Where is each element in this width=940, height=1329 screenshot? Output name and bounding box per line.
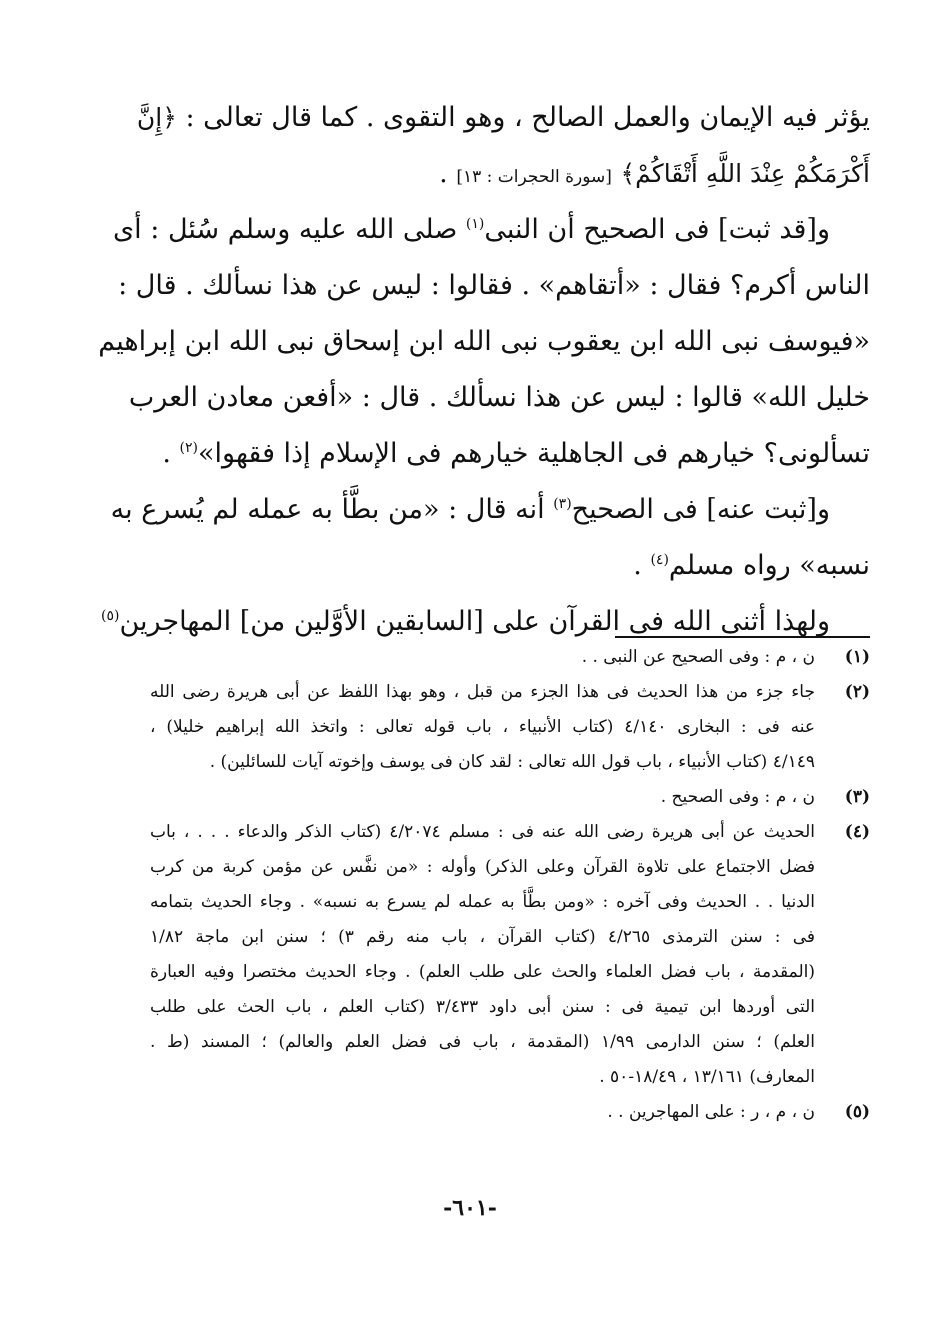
body-text-run: نسبه» رواه مسلم	[668, 550, 870, 581]
footnote-number: (٢)	[844, 682, 870, 702]
footnote-line: فضل الاجتماع على تلاوة القرآن وعلى الذكر) وأوله : «من نفَّس عن مؤمن كربة من كرب	[150, 857, 815, 877]
quran-verse: أَكْرَمَكُمْ عِنْدَ اللَّهِ أَتْقَاكُمْ﴾	[620, 159, 870, 188]
body-line	[150, 426, 870, 482]
footnotes	[150, 640, 870, 1130]
footnote-line: العلم) ؛ سنن الدارمى ١/٩٩ (المقدمة ، باب فى فضل العلم والعالم) ؛ المسند (ط .	[150, 1032, 816, 1052]
footnote-line: عنه فى : البخارى ٤/١٤٠ (كتاب الأنبياء ، باب قوله تعالى : واتخذ الله إبراهيم خليلا) ،	[150, 717, 816, 737]
body-text-run: صلى الله عليه وسلم سُئل : أى	[113, 214, 458, 245]
footnote-line: الدنيا . . الحديث وفى آخره : «ومن بطَّأ به عمله لم يسرع به نسبه» . وجاء الحديث بتمامه	[150, 892, 815, 912]
footnote	[150, 815, 870, 1095]
body-text-run: خليل الله» قالوا : ليس عن هذا نسألك . قال : «أفعن معادن العرب	[128, 382, 870, 413]
period: .	[439, 158, 448, 189]
body-text-run: تسألونى؟ خيارهم فى الجاهلية خيارهم فى الإسلام إذا فقهوا»	[198, 438, 870, 469]
footnote-number: (٤)	[844, 822, 870, 842]
footnote-line: المعارف) ١٣/١٦١ ، ١٨/٤٩-٥٠ .	[599, 1067, 815, 1087]
footnote-line: (المقدمة ، باب فضل العلماء والحث على طلب العلم) . وجاء الحديث مختصرا وفيه العبارة	[150, 962, 815, 982]
main-text	[98, 90, 870, 650]
body-text-run: يؤثر فيه الإيمان والعمل الصالح ، وهو التقوى . كما قال تعالى :	[185, 102, 870, 133]
body-text-run: و[قد ثبت] فى الصحيح أن النبى	[484, 214, 830, 245]
footnote	[150, 780, 870, 815]
footnote	[150, 640, 870, 675]
body-line	[113, 202, 870, 258]
period: .	[633, 550, 642, 581]
footnote-line: ٤/١٤٩ (كتاب الأنبياء ، باب قول الله تعالى : لقد كان فى يوسف وإخوته آيات للسائلين) .	[209, 752, 815, 772]
quran-verse: ﴿إِنَّ	[136, 103, 177, 132]
footnote	[150, 1095, 870, 1130]
body-line	[150, 538, 870, 594]
footnote-line: ن ، م : وفى الصحيح عن النبى . .	[581, 647, 815, 667]
body-text-run: و[ثبت عنه] فى الصحيح	[571, 494, 830, 525]
footnote-line: التى أوردها ابن تيمية فى : سنن أبى داود ٣/٤٣٣ (كتاب العلم ، باب الحث على طلب	[150, 997, 815, 1017]
body-text-run: «فيوسف نبى الله ابن يعقوب نبى الله ابن إسحاق نبى الله ابن إبراهيم	[98, 326, 870, 357]
body-line	[128, 370, 870, 426]
footnote-line: الحديث عن أبى هريرة رضى الله عنه فى : مسلم ٤/٢٠٧٤ (كتاب الذكر والدعاء . . . ، باب	[150, 822, 815, 842]
footnote-marker[interactable]: (١)	[465, 216, 485, 232]
body-line	[98, 314, 870, 370]
footnote-divider	[615, 636, 870, 638]
body-text-run: الناس أكرم؟ فقال : «أتقاهم» . فقالوا : ليس عن هذا نسألك . قال :	[118, 270, 870, 301]
footnote-number: (٥)	[844, 1102, 870, 1122]
body-line	[118, 258, 870, 314]
footnote-number: (٣)	[844, 787, 870, 807]
footnote-number: (١)	[844, 647, 870, 667]
footnote-line: ن ، م ، ر : على المهاجرين . .	[607, 1102, 815, 1122]
page-number: -٦٠١-	[443, 1195, 497, 1221]
surah-reference: [سورة الحجرات : ١٣]	[456, 167, 612, 187]
footnote-marker[interactable]: (٥)	[100, 608, 120, 624]
body-line	[110, 482, 870, 538]
body-text-run: أنه قال : «من بطَّأ به عمله لم يُسرع به	[110, 494, 545, 525]
footnote-marker[interactable]: (٤)	[650, 552, 669, 568]
footnote-marker[interactable]: (٢)	[179, 440, 198, 456]
footnote-marker[interactable]: (٣)	[553, 496, 572, 512]
footnote-line: فى : سنن الترمذى ٤/٢٦٥ (كتاب القرآن ، باب منه رقم ٣) ؛ سنن ابن ماجة ١/٨٢	[150, 927, 815, 947]
footnote-line: جاء جزء من هذا الحديث فى هذا الجزء من قبل ، وهو بهذا اللفظ عن أبى هريرة رضى الله	[150, 682, 815, 702]
body-text-run: ولهذا أثنى الله فى القرآن على [السابقين الأوَّلين من] المهاجرين	[119, 606, 830, 637]
footnote	[150, 675, 870, 780]
body-line	[150, 146, 870, 202]
body-line	[136, 90, 870, 146]
period: .	[162, 438, 171, 469]
footnote-line: ن ، م : وفى الصحيح .	[660, 787, 815, 807]
